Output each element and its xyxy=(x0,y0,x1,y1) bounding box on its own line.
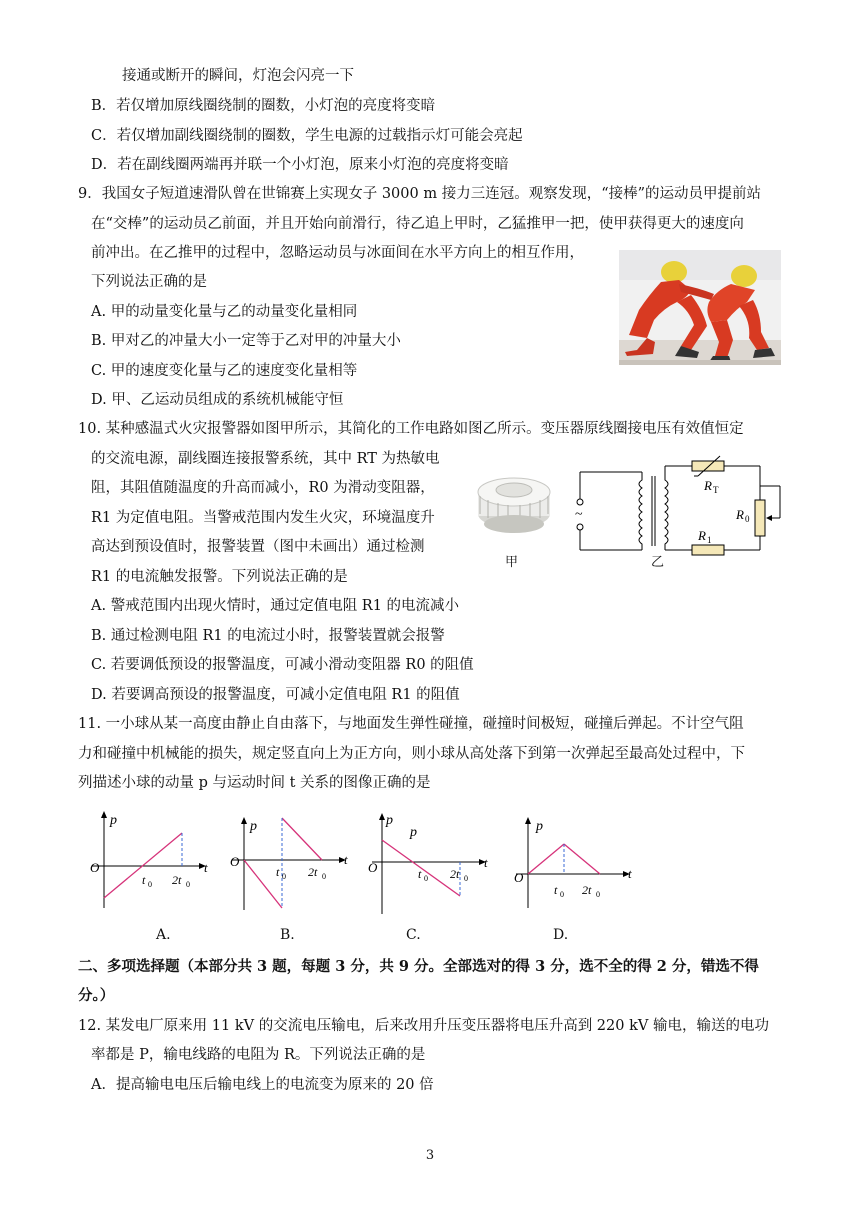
r0-label: R xyxy=(736,507,744,522)
t0-tick-label: t xyxy=(554,883,558,897)
r0-subscript: 0 xyxy=(745,514,750,524)
question-10-stem: 高达到预设值时，报警装置（图中未画出）通过检测 xyxy=(91,539,425,555)
text-line: 接通或断开的瞬间，灯泡会闪亮一下 xyxy=(122,68,354,84)
graph-a xyxy=(86,808,216,918)
graph-c xyxy=(366,810,496,916)
t0-tick-label: t xyxy=(142,873,146,887)
question-12-option-a: A．提高输电电压后输电线上的电流变为原来的 20 倍 xyxy=(91,1077,434,1093)
question-10-option-b: B. 通过检测电阻 R1 的电流过小时，报警装置就会报警 xyxy=(91,628,445,644)
origin-label: O xyxy=(368,860,378,875)
2t0-tick-label: 2t xyxy=(172,873,182,887)
graph-b xyxy=(226,814,356,914)
t0-tick-label: t xyxy=(418,867,422,881)
question-11-stem: 力和碰撞中机械能的损失，规定竖直向上为正方向，则小球从高处落下到第一次弹起至最高处过程中，下 xyxy=(78,746,745,762)
question-10-stem: 10. 某种感温式火灾报警器如图甲所示，其简化的工作电路如图乙所示。变压器原线圈接电压有效值恒定 xyxy=(78,421,744,437)
question-11-stem: 11. 一小球从某一高度由静止自由落下，与地面发生弹性碰撞，碰撞时间极短，碰撞后弹起。不计空气阻 xyxy=(78,716,744,732)
section-heading: 分。） xyxy=(78,987,115,1004)
option-d-line: D．若在副线圈两端再并联一个小灯泡，原来小灯泡的亮度将变暗 xyxy=(91,157,509,173)
question-9-stem: 9．我国女子短道速滑队曾在世锦赛上实现女子 3000 m 接力三连冠。观察发现，“接棒”的运动员甲提前站 xyxy=(78,186,762,202)
p-annotation: p xyxy=(410,825,417,840)
question-9-option-d: D. 甲、乙运动员组成的系统机械能守恒 xyxy=(91,392,344,408)
2t0-subscript: 0 xyxy=(596,890,600,899)
2t0-tick-label: 2t xyxy=(450,867,460,881)
t0-tick-label: t xyxy=(276,865,280,879)
rt-subscript: T xyxy=(713,485,719,495)
page-number: 3 xyxy=(425,1148,435,1163)
p-axis-label: p xyxy=(536,819,543,834)
option-b-line: B．若仅增加原线圈绕制的圈数，小灯泡的亮度将变暗 xyxy=(91,98,436,114)
graph-d-option: D. xyxy=(553,927,569,943)
question-9-stem: 在“交棒”的运动员乙前面，并且开始向前滑行，待乙追上甲时，乙猛推甲一把，使甲获得更大的速度向 xyxy=(91,216,744,232)
t-axis-label: t xyxy=(628,866,632,881)
question-9-option-a: A. 甲的动量变化量与乙的动量变化量相同 xyxy=(91,304,358,320)
t-axis-label: t xyxy=(344,852,348,867)
question-9-option-c: C. 甲的速度变化量与乙的速度变化量相等 xyxy=(91,363,358,379)
r1-label: R xyxy=(698,528,706,543)
2t0-subscript: 0 xyxy=(322,872,326,881)
speed-skaters-photo xyxy=(619,250,781,365)
question-10-stem: 阻，其阻值随温度的升高而减小，R0 为滑动变阻器， xyxy=(91,480,435,496)
t0-subscript: 0 xyxy=(424,874,428,883)
circuit-diagram xyxy=(570,452,790,562)
t0-subscript: 0 xyxy=(148,880,152,889)
section-heading: 二、多项选择题（本部分共 3 题，每题 3 分，共 9 分。全部选对的得 3 分，选不全的得 2 分，错选不得 xyxy=(78,958,759,975)
t-axis-label: t xyxy=(204,860,208,875)
2t0-subscript: 0 xyxy=(464,874,468,883)
question-12-stem: 率都是 P，输电线路的电阻为 R。下列说法正确的是 xyxy=(91,1047,426,1063)
t0-subscript: 0 xyxy=(282,872,286,881)
graph-d xyxy=(510,814,640,914)
graph-a-option: A. xyxy=(156,927,171,943)
2t0-tick-label: 2t xyxy=(582,883,592,897)
question-10-stem: 的交流电源，副线圈连接报警系统，其中 RT 为热敏电 xyxy=(91,451,440,467)
question-9-option-b: B. 甲对乙的冲量大小一定等于乙对甲的冲量大小 xyxy=(91,333,401,349)
question-9-stem: 前冲出。在乙推甲的过程中，忽略运动员与冰面间在水平方向上的相互作用， xyxy=(91,245,584,261)
2t0-subscript: 0 xyxy=(186,880,190,889)
graph-b-option: B. xyxy=(280,927,295,943)
question-10-option-c: C. 若要调低预设的报警温度，可减小滑动变阻器 R0 的阻值 xyxy=(91,657,474,673)
ac-source-symbol: ~ xyxy=(575,507,583,522)
question-11-stem: 列描述小球的动量 p 与运动时间 t 关系的图像正确的是 xyxy=(78,775,431,791)
question-9-stem: 下列说法正确的是 xyxy=(91,274,207,290)
2t0-tick-label: 2t xyxy=(308,865,318,879)
p-axis-label: p xyxy=(250,819,257,834)
fire-detector-photo xyxy=(466,462,564,554)
question-12-stem: 12. 某发电厂原来用 11 kV 的交流电压输电，后来改用升压变压器将电压升高到 220 kV 输电，输送的电功 xyxy=(78,1018,769,1034)
p-axis-label: p xyxy=(110,813,117,828)
graph-c-option: C. xyxy=(406,927,421,943)
p-axis-label: p xyxy=(386,813,393,828)
question-10-option-d: D. 若要调高预设的报警温度，可减小定值电阻 R1 的阻值 xyxy=(91,687,460,703)
t0-subscript: 0 xyxy=(560,890,564,899)
r1-subscript: 1 xyxy=(707,535,712,545)
figure-label-jia: 甲 xyxy=(505,555,519,570)
origin-label: O xyxy=(230,854,240,869)
figure-label-yi: 乙 xyxy=(651,555,665,570)
option-c-line: C．若仅增加副线圈绕制的圈数，学生电源的过载指示灯可能会亮起 xyxy=(91,128,523,144)
rt-label: R xyxy=(704,478,712,493)
question-10-stem: R1 的电流触发报警。下列说法正确的是 xyxy=(91,569,348,585)
question-10-stem: R1 为定值电阻。当警戒范围内发生火灾，环境温度升 xyxy=(91,510,435,526)
origin-label: O xyxy=(90,860,100,875)
question-10-option-a: A. 警戒范围内出现火情时，通过定值电阻 R1 的电流减小 xyxy=(91,598,460,614)
t-axis-label: t xyxy=(484,855,488,870)
origin-label: O xyxy=(514,870,524,885)
